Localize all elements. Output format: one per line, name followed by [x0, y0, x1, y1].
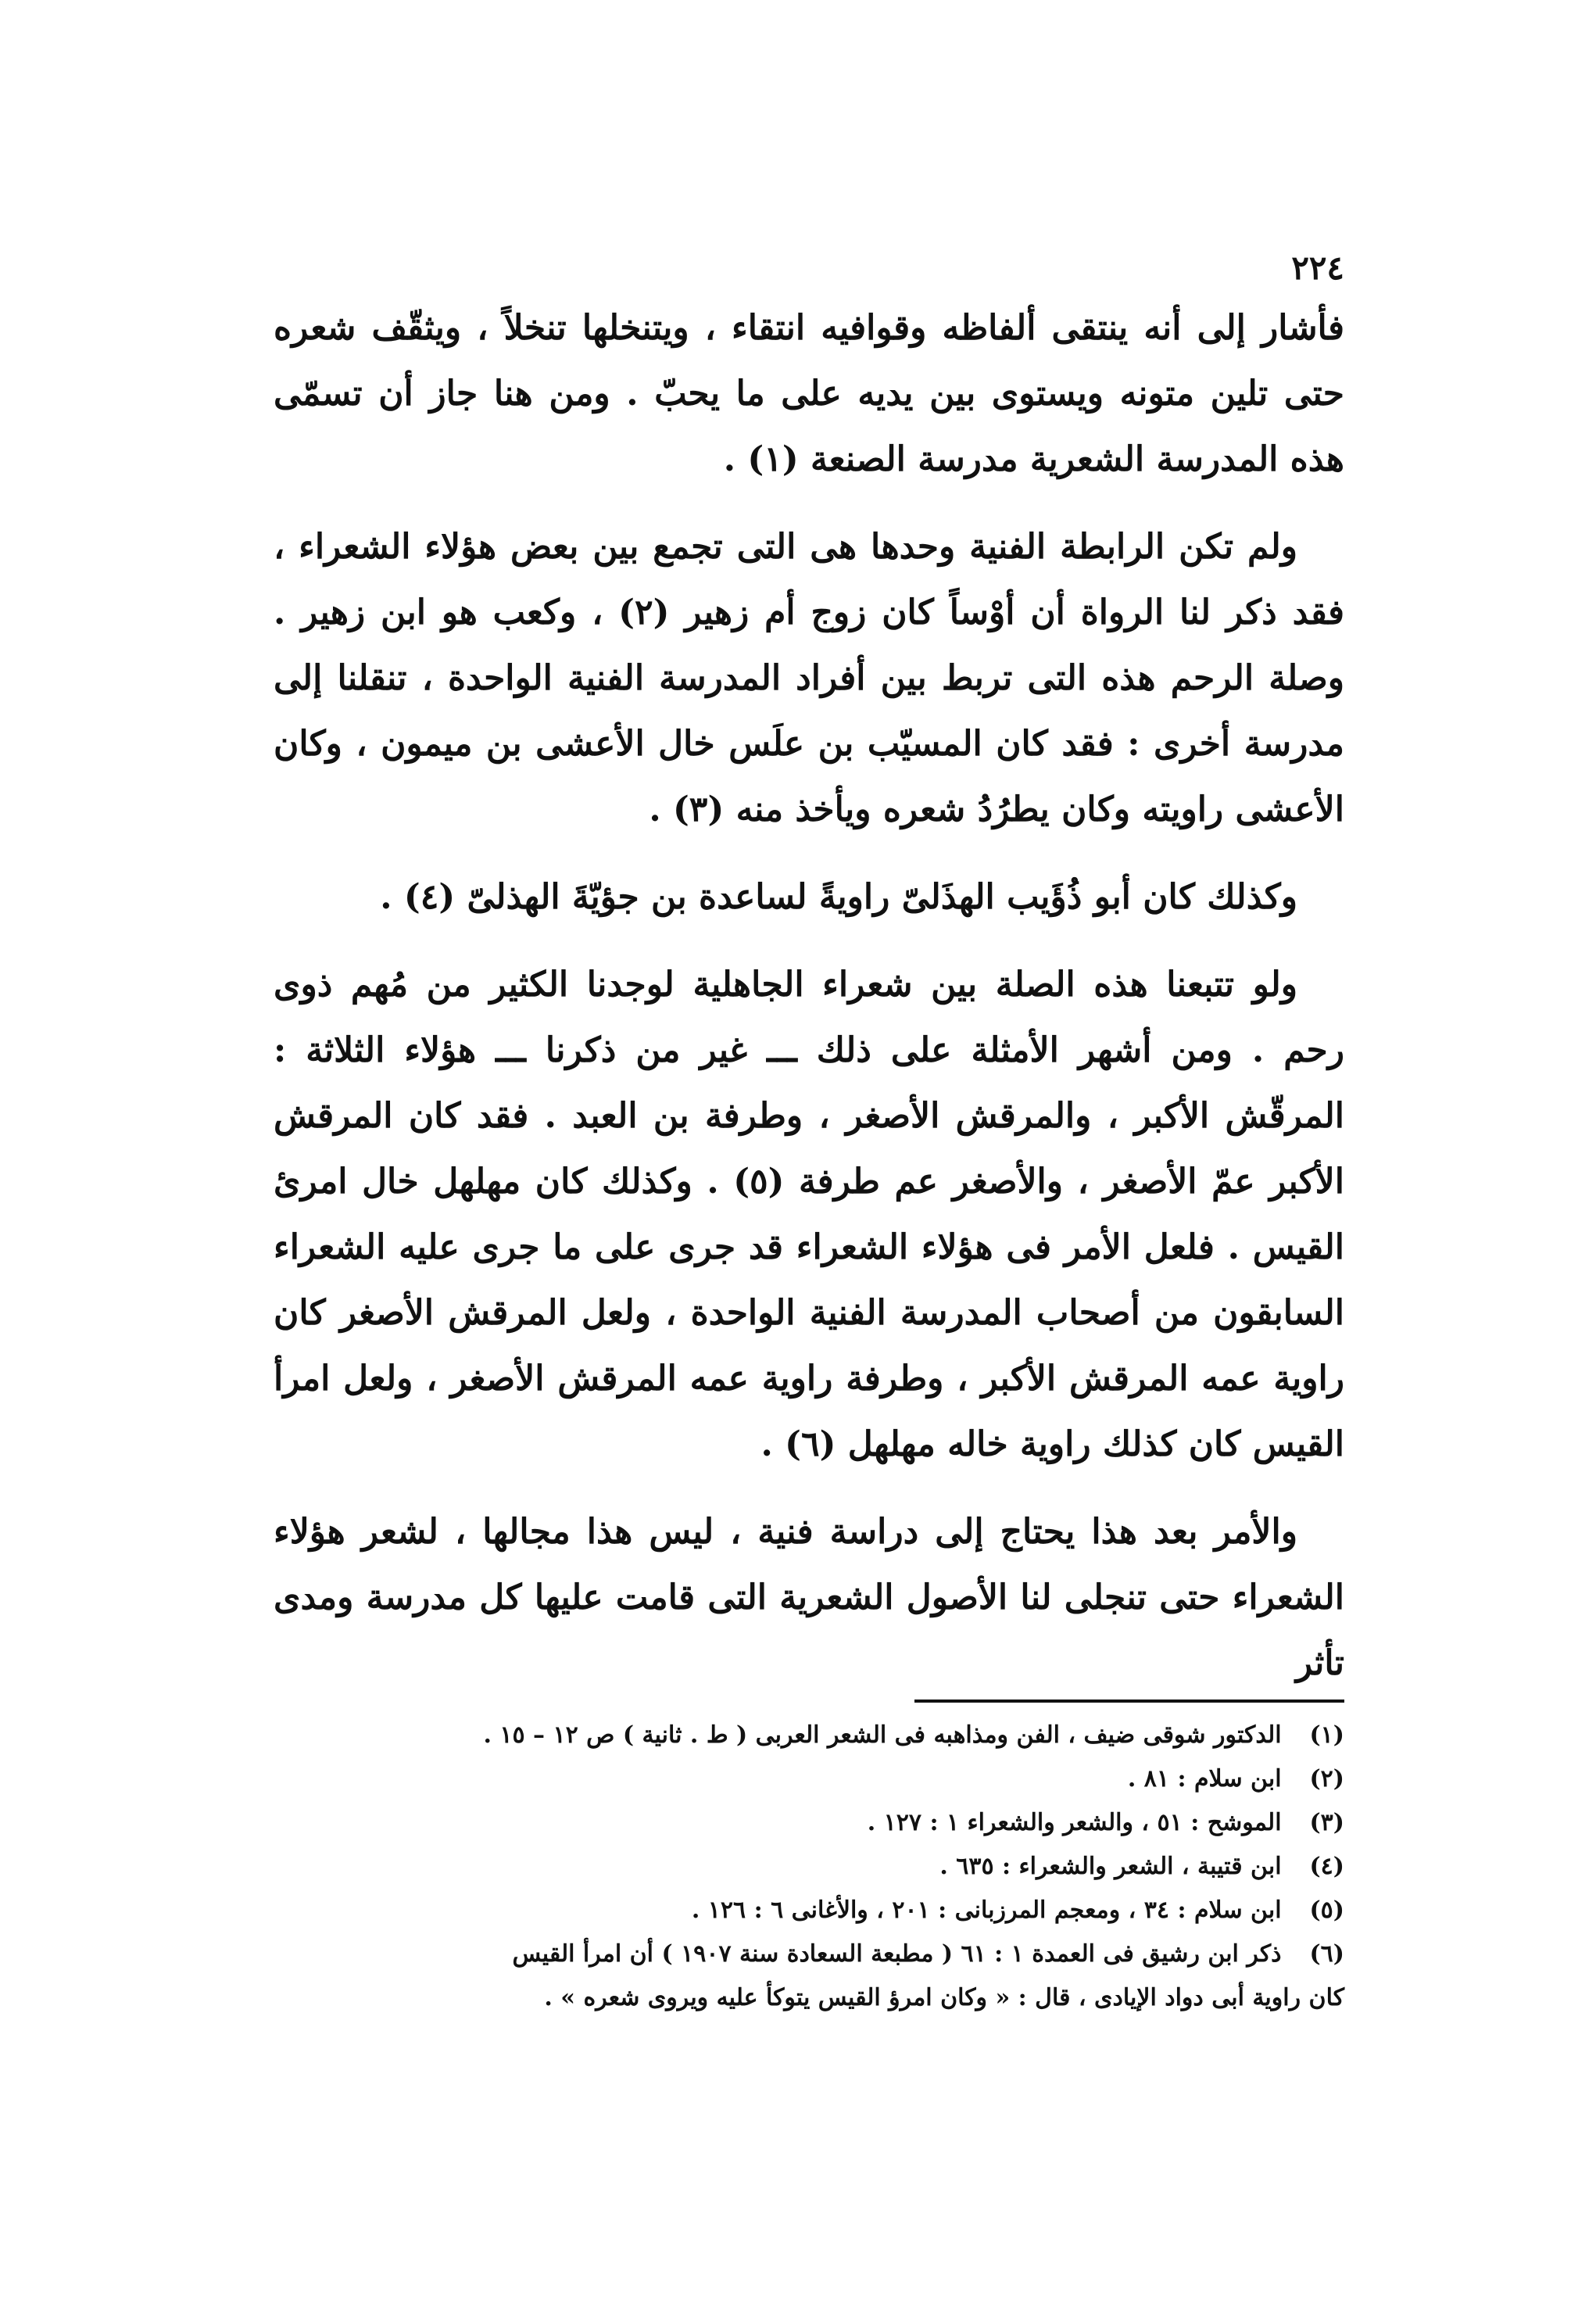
- footnote-text: الموشح : ٥١ ، والشعر والشعراء ١ : ١٢٧ .: [867, 1809, 1282, 1836]
- footnote-number: (٣): [1309, 1809, 1344, 1836]
- footnote: [274, 1757, 1344, 1801]
- footnote: [274, 1845, 1344, 1889]
- footnote: [274, 1889, 1344, 1932]
- paragraph: وكذلك كان أبو ذُؤَيب الهذَلىّ راويةً لساعدة بن جؤيّةَ الهذلىّ (٤) .: [380, 877, 1297, 917]
- footnote-text: ابن سلام : ٣٤ ، ومعجم المرزبانى : ٢٠١ ، والأغانى ٦ : ١٢٦ .: [691, 1896, 1282, 1924]
- page-number: ٢٢٤: [1291, 249, 1344, 287]
- footnote-number: (٥): [1309, 1896, 1344, 1924]
- footnote: [274, 1801, 1344, 1845]
- footnote-text: ابن سلام : ٨١ .: [1127, 1765, 1282, 1793]
- footnote: [274, 1714, 1344, 1757]
- paragraph: فأشار إلى أنه ينتقى ألفاظه وقوافيه انتقاء ، ويتنخلها تنخلاً ، ويثقّف شعره حتى تلين متونه ويستوى بين يديه على ما يحبّ . ومن هنا جاز أن تسمّى هذه المدرسة الشعرية مدرسة الصنعة (١) .: [274, 308, 1344, 479]
- footnote-number: (٦): [1309, 1940, 1344, 1968]
- main-text: [274, 295, 1344, 1718]
- footnote-divider: [914, 1699, 1344, 1703]
- footnote-number: (٤): [1309, 1853, 1344, 1880]
- paragraph: ولو تتبعنا هذه الصلة بين شعراء الجاهلية لوجدنا الكثير من مُهم ذوى رحم . ومن أشهر الأمثلة على ذلك ـــ غير من ذكرنا ـــ هؤلاء الثلاثة : المرقّش الأكبر ، والمرقش الأصغر ، وطرفة بن العبد . فقد كان المرقش الأكبر عمّ الأصغر ، والأصغر عم طرفة (٥) . وكذلك كان مهلهل خال امرئ القيس . فلعل الأمر فى هؤلاء الشعراء قد جرى على ما جرى عليه الشعراء السابقون من أصحاب المدرسة الفنية الواحدة ، ولعل المرقش الأصغر كان راوية عمه المرقش الأكبر ، وطرفة راوية عمه المرقش الأصغر ، ولعل امرأ القيس كان كذلك راوية خاله مهلهل (٦) .: [274, 965, 1344, 1464]
- footnote-number: (١): [1309, 1721, 1344, 1749]
- footnote-number: (٢): [1309, 1765, 1344, 1793]
- paragraph: ولم تكن الرابطة الفنية وحدها هى التى تجمع بين بعض هؤلاء الشعراء ، فقد ذكر لنا الرواة أن أوْساً كان زوج أم زهير (٢) ، وكعب هو ابن زهير . وصلة الرحم هذه التى تربط بين أفراد المدرسة الفنية الواحدة ، تنقلنا إلى مدرسة أخرى : فقد كان المسيّب بن علَس خال الأعشى بن ميمون ، وكان الأعشى راويته وكان يطرُدُ شعره ويأخذ منه (٣) .: [274, 527, 1345, 829]
- footnote-text: ذكر ابن رشيق فى العمدة ١ : ٦١ ( مطبعة السعادة سنة ١٩٠٧ ) أن امرأ القيس: [512, 1940, 1282, 1968]
- paragraph: والأمر بعد هذا يحتاج إلى دراسة فنية ، ليس هذا مجالها ، لشعر هؤلاء الشعراء حتى تنجلى لنا الأصول الشعرية التى قامت عليها كل مدرسة ومدى تأثر: [274, 1512, 1344, 1683]
- footnote: [274, 1932, 1344, 1976]
- footnote-continuation: كان راوية أبى دواد الإيادى ، قال : « وكان امرؤ القيس يتوكأ عليه ويروى شعره » .: [544, 1984, 1344, 2011]
- footnote-text: الدكتور شوقى ضيف ، الفن ومذاهبه فى الشعر العربى ( ط . ثانية ) ص ١٢ – ١٥ .: [483, 1721, 1282, 1749]
- footnote-text: ابن قتيبة ، الشعر والشعراء : ٦٣٥ .: [939, 1853, 1282, 1880]
- footnotes: [274, 1714, 1344, 2020]
